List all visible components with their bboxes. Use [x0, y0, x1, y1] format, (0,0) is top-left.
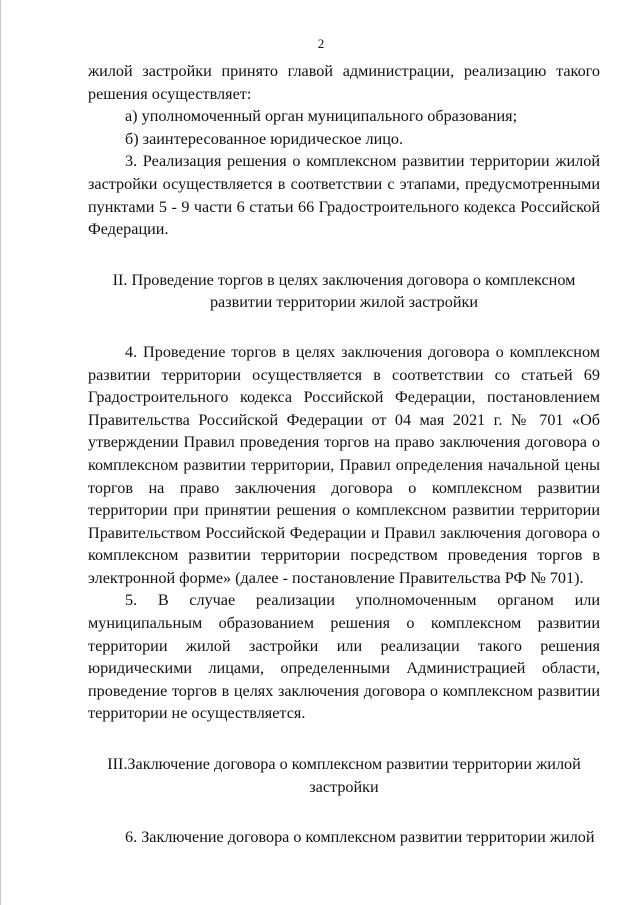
paragraph-continuation: жилой застройки принято главой администрации, реализацию такого решения осуществляет:: [88, 62, 600, 103]
paragraph-3: 3. Реализация решения о комплексном развитии территории жилой застройки осуществляется в соответствии с этапами, предусмотренными пунктами 5 - 9 части 6 статьи 66 Градостроительного кодекса Российской Федерации.: [88, 152, 600, 239]
section-heading-3: III.Заключение договора о комплексном развитии территории жилой застройки: [107, 755, 581, 796]
section-heading-2: II. Проведение торгов в целях заключения договора о комплексном развитии территории жилой застройки: [112, 270, 576, 312]
paragraph-4: 4. Проведение торгов в целях заключения договора о комплексном развитии территории осуществляется в соответствии со статьей 69 Градостроительного кодекса Российской Федерации, постановлением Правительства Российской Федерации от 04 мая 2021 г. № 701 «Об утверждении Правил проведения торгов на право заключения договора о комплексном развитии территории, Правил определения начальной цены торгов на право заключения договора о комплексном развитии территории при принятии решения о комплексном развитии территории Правительством Российской Федерации и Правил заключения договора о комплексном развитии территории посредством проведения торгов в электронной форме» (далее - постановление Правительства РФ № 701).: [88, 342, 600, 587]
paragraph-5: 5. В случае реализации уполномоченным органом или муниципальным образованием решения о комплексном развитии территории жилой застройки или реализации такого решения юридическими лицами, определенными Администрацией области, проведение торгов в целях заключения договора о комплексном развитии территории не осуществляется.: [88, 591, 600, 723]
list-item-b: б) заинтересованное юридическое лицо.: [125, 129, 404, 148]
paragraph-6: 6. Заключение договора о комплексном развитии территории жилой: [125, 828, 595, 847]
page-number: 2: [317, 36, 325, 51]
document-body: [88, 60, 600, 849]
list-item-a: а) уполномоченный орган муниципального образования;: [125, 107, 518, 126]
